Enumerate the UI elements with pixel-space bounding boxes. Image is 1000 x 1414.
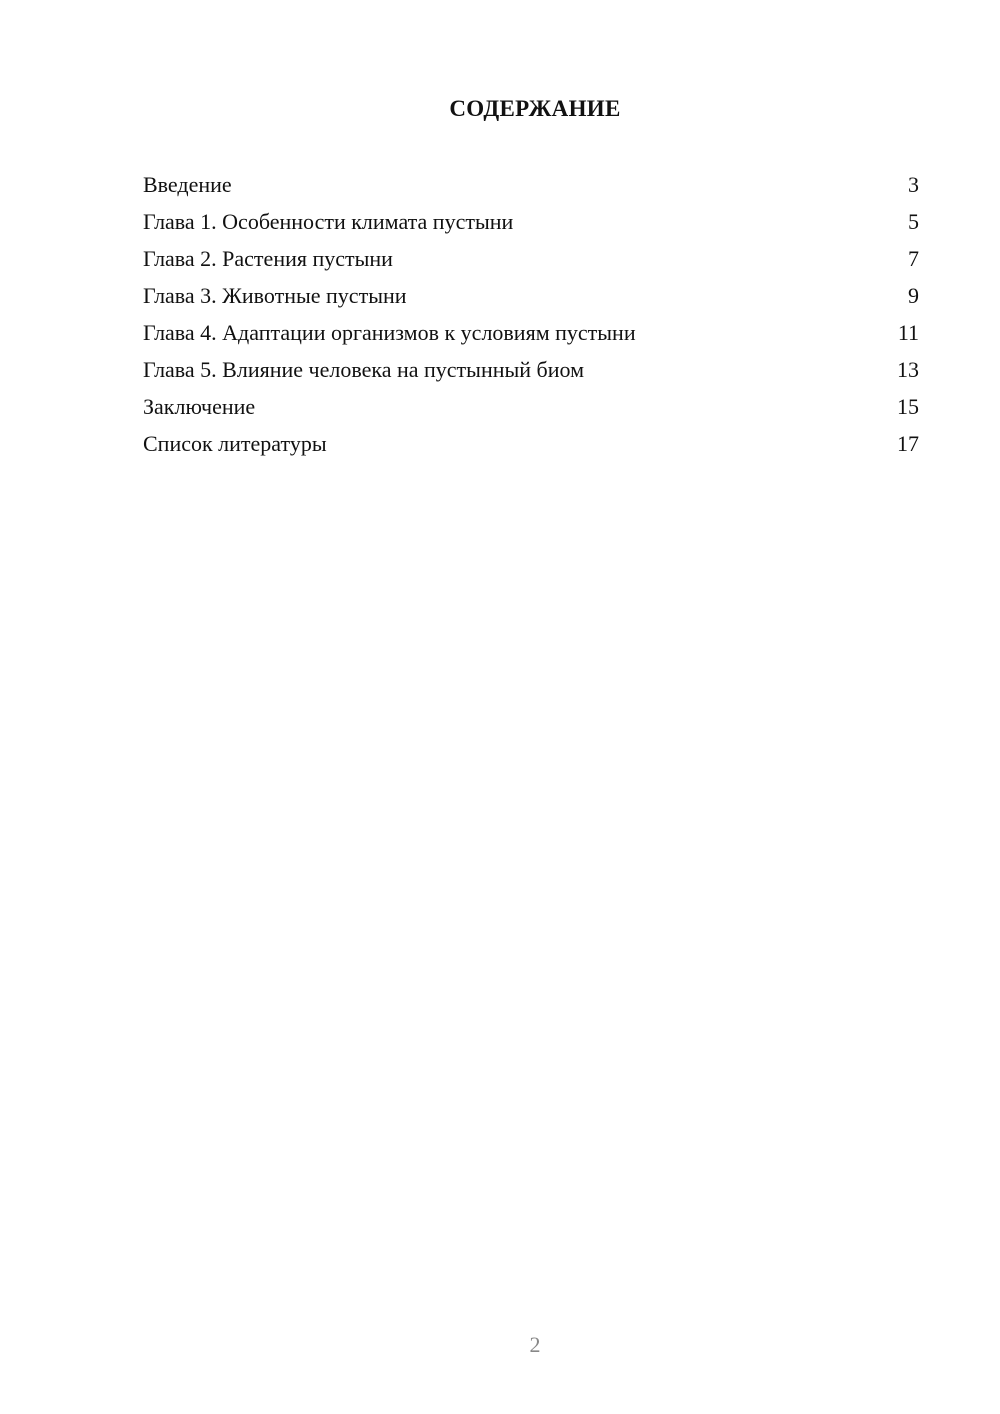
toc-entry-page: 3 (908, 172, 919, 197)
toc-entry-page: 11 (897, 320, 919, 345)
toc-entry-title: Введение (143, 172, 232, 197)
toc-entry-page: 5 (908, 209, 919, 234)
toc-entry-introduction (143, 170, 919, 207)
toc-entry-page: 15 (897, 394, 919, 419)
toc-entry-page: 13 (897, 357, 919, 382)
toc-entry-conclusion (143, 392, 919, 429)
toc-entry-chapter-1 (143, 207, 919, 244)
toc-entry-title: Глава 1. Особенности климата пустыни (143, 209, 514, 234)
toc-entry-title: Глава 3. Животные пустыни (143, 283, 407, 308)
toc-entry-title: Глава 4. Адаптации организмов к условиям пустыни (143, 320, 636, 345)
toc-heading: СОДЕРЖАНИЕ (449, 96, 621, 121)
toc-entry-page: 9 (908, 283, 919, 308)
toc-entry-references (143, 429, 919, 466)
toc-entry-chapter-2 (143, 244, 919, 281)
toc-entry-chapter-4 (143, 318, 919, 355)
toc-entry-page: 7 (908, 246, 919, 271)
page-number: 2 (529, 1332, 541, 1357)
toc-entry-title: Заключение (143, 394, 256, 419)
toc-entry-chapter-3 (143, 281, 919, 318)
toc-entry-title: Глава 5. Влияние человека на пустынный биом (143, 357, 585, 382)
toc-entry-page: 17 (897, 431, 919, 456)
table-of-contents (143, 170, 919, 466)
toc-entry-title: Список литературы (143, 431, 327, 456)
toc-entry-title: Глава 2. Растения пустыни (143, 246, 393, 271)
toc-entry-chapter-5 (143, 355, 919, 392)
